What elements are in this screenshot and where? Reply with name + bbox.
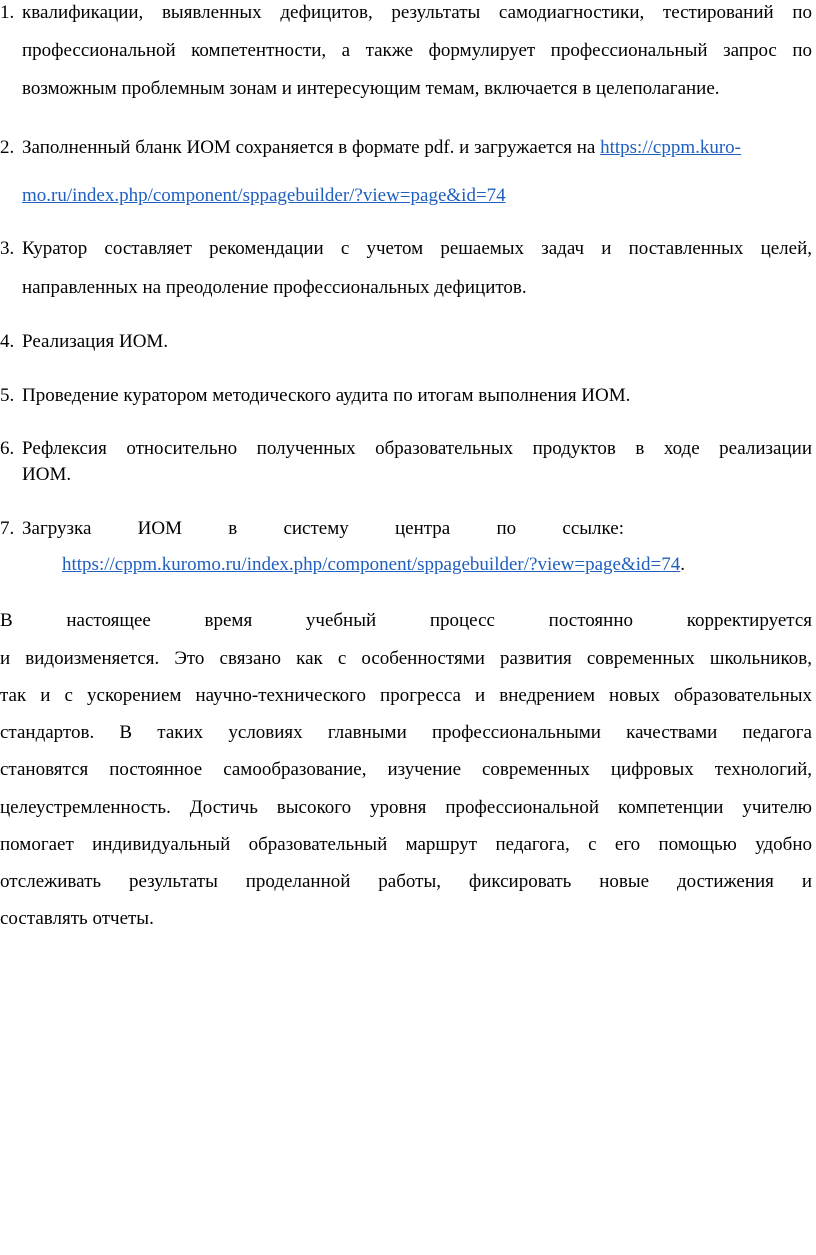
item-text-line: Куратор составляет рекомендации с учетом решаемых задач и поставленных целей, bbox=[22, 238, 812, 259]
item-number: 4. bbox=[0, 331, 15, 352]
cppm-link-part2[interactable]: mo.ru/index.php/component/sppagebuilder/?view=page&id=74 bbox=[22, 185, 506, 206]
paragraph-line: и видоизменяется. Это связано как с особенностями развития современных школьников, bbox=[0, 648, 812, 669]
item-text-line: профессиональной компетентности, а также формулирует профессиональный запрос по bbox=[22, 40, 812, 61]
item-text-line: Рефлексия относительно полученных образовательных продуктов в ходе реализации bbox=[22, 438, 812, 459]
item-text: Заполненный бланк ИОМ сохраняется в формате pdf. и загружается на bbox=[22, 137, 601, 158]
item-text-line: направленных на преодоление профессиональных дефицитов. bbox=[22, 277, 527, 298]
paragraph-line: так и с ускорением научно-технического прогресса и внедрением новых образовательных bbox=[0, 685, 812, 706]
item-text-line: Реализация ИОМ. bbox=[22, 331, 169, 352]
item-text-line: возможным проблемным зонам и интересующим темам, включается в целеполагание. bbox=[22, 78, 720, 99]
item-number: 6. bbox=[0, 438, 15, 459]
paragraph-line: отслеживать результаты проделанной работы, фиксировать новые достижения и bbox=[0, 871, 812, 892]
cppm-link-part1[interactable]: https://cppm.kuro- bbox=[600, 137, 742, 158]
item-number: 3. bbox=[0, 238, 15, 259]
paragraph-line: В настоящее время учебный процесс постоянно корректируется bbox=[0, 610, 812, 631]
item-text-line: ИОМ. bbox=[22, 464, 72, 485]
paragraph-line: помогает индивидуальный образовательный маршрут педагога, с его помощью удобно bbox=[0, 834, 812, 855]
cppm-link[interactable]: https://cppm.kuromo.ru/index.php/component/sppagebuilder/?view=page&id=74 bbox=[62, 554, 681, 575]
item-number: 5. bbox=[0, 385, 15, 406]
paragraph-line: составлять отчеты. bbox=[0, 908, 154, 929]
link-period: . bbox=[680, 554, 685, 575]
item-text-line: Проведение куратором методического аудита по итогам выполнения ИОМ. bbox=[22, 385, 631, 406]
paragraph-line: целеустремленность. Достичь высокого уровня профессиональной компетенции учителю bbox=[0, 797, 812, 818]
item-text-line: квалификации, выявленных дефицитов, результаты самодиагностики, тестирований по bbox=[22, 2, 812, 23]
paragraph-line: стандартов. В таких условиях главными профессиональными качествами педагога bbox=[0, 722, 812, 743]
item-number: 2. bbox=[0, 137, 15, 158]
item-number: 1. bbox=[0, 2, 15, 23]
paragraph-line: становятся постоянное самообразование, изучение современных цифровых технологий, bbox=[0, 759, 812, 780]
item-number: 7. bbox=[0, 518, 15, 539]
item-text-line: Загрузка ИОМ в систему центра по ссылке: bbox=[22, 518, 624, 539]
